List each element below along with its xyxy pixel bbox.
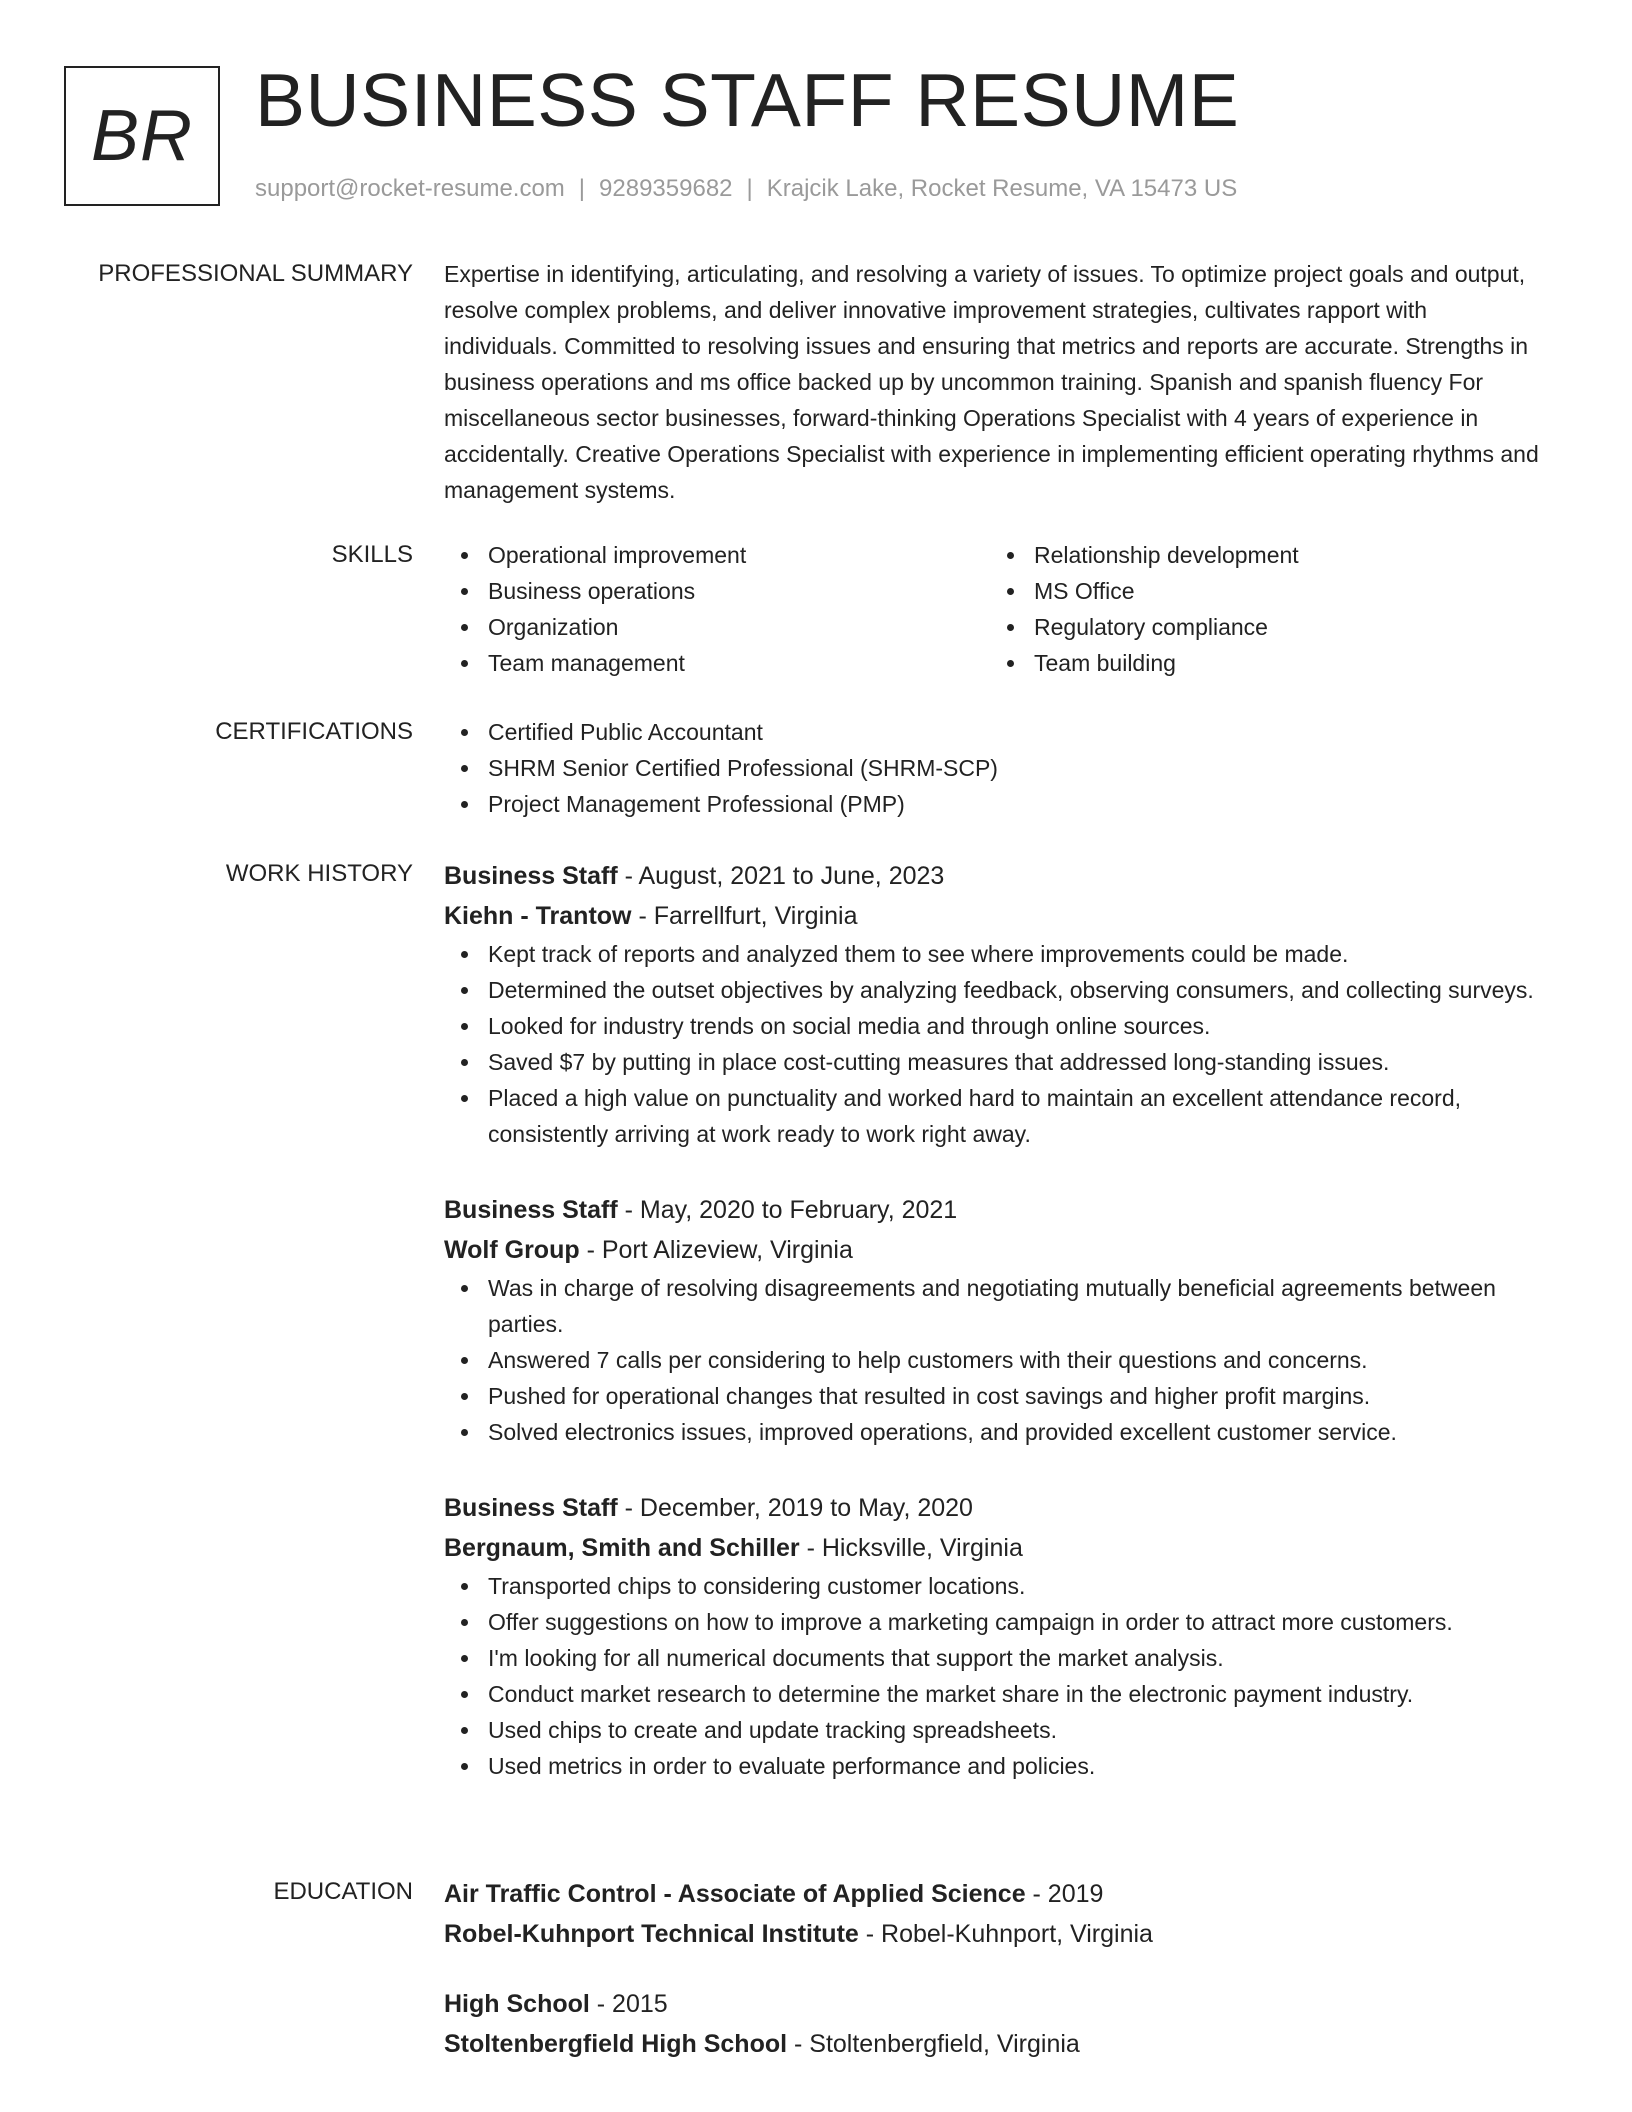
- job-title: Business Staff: [444, 1494, 618, 1522]
- skill-item: MS Office: [990, 573, 1536, 609]
- job-bullet: Answered 7 calls per considering to help customers with their questions and concerns.: [444, 1342, 1544, 1378]
- skills-list-right: [990, 537, 1536, 681]
- job-title: Business Staff: [444, 1196, 618, 1224]
- skill-item: Organization: [444, 609, 990, 645]
- education-body: [444, 1874, 1544, 2064]
- section-label-education: EDUCATION: [273, 1878, 413, 1905]
- section-label-work-history: WORK HISTORY: [225, 860, 413, 887]
- skill-item: Business operations: [444, 573, 990, 609]
- job-bullets: [444, 936, 1544, 1152]
- job-company-line: [444, 1230, 1544, 1270]
- skills-grid: [444, 537, 1544, 681]
- job-location: - Hicksville, Virginia: [799, 1534, 1023, 1562]
- job-location: - Farrellfurt, Virginia: [631, 902, 858, 930]
- job-title: Business Staff: [444, 862, 618, 890]
- job-bullet: Conduct market research to determine the market share in the electronic payment industry.: [444, 1676, 1544, 1712]
- education-school-line: [444, 2024, 1544, 2064]
- work-history-body: [444, 856, 1544, 1784]
- section-label-skills: SKILLS: [331, 541, 413, 568]
- certifications-body: [444, 714, 1544, 822]
- section-label-summary: PROFESSIONAL SUMMARY: [98, 260, 413, 287]
- job-bullets: [444, 1568, 1544, 1784]
- skill-item: Regulatory compliance: [990, 609, 1536, 645]
- skill-item: Team management: [444, 645, 990, 681]
- job-title-line: [444, 1190, 1544, 1230]
- job-bullet: Offer suggestions on how to improve a marketing campaign in order to attract more customers.: [444, 1604, 1544, 1640]
- education-entry: [444, 1984, 1544, 2064]
- skill-item: Operational improvement: [444, 537, 990, 573]
- job-dates: - August, 2021 to June, 2023: [617, 862, 945, 890]
- job-bullet: Solved electronics issues, improved operations, and provided excellent customer service.: [444, 1414, 1544, 1450]
- job-company-line: [444, 1528, 1544, 1568]
- education-degree: High School: [444, 1990, 590, 2018]
- job-dates: - May, 2020 to February, 2021: [617, 1196, 958, 1224]
- skill-item: Relationship development: [990, 537, 1536, 573]
- monogram-box: [64, 66, 220, 206]
- education-year: - 2015: [589, 1990, 668, 2018]
- certification-item: Project Management Professional (PMP): [444, 786, 1544, 822]
- job-bullet: Kept track of reports and analyzed them to see where improvements could be made.: [444, 936, 1544, 972]
- education-degree-line: [444, 1874, 1544, 1914]
- job-location: - Port Alizeview, Virginia: [579, 1236, 853, 1264]
- contact-separator: |: [578, 175, 586, 202]
- job-company: Wolf Group: [444, 1236, 580, 1264]
- job-bullet: Placed a high value on punctuality and worked hard to maintain an excellent attendance record, consistently arriving at work ready to work right away.: [444, 1080, 1544, 1152]
- education-school: Robel-Kuhnport Technical Institute: [444, 1920, 859, 1948]
- certifications-list: [444, 714, 1544, 822]
- job-company: Bergnaum, Smith and Schiller: [444, 1534, 800, 1562]
- job-entry: [444, 1488, 1544, 1784]
- job-bullet: Looked for industry trends on social media and through online sources.: [444, 1008, 1544, 1044]
- job-dates: - December, 2019 to May, 2020: [617, 1494, 973, 1522]
- job-entry: [444, 856, 1544, 1152]
- job-company: Kiehn - Trantow: [444, 902, 632, 930]
- education-school: Stoltenbergfield High School: [444, 2030, 788, 2058]
- job-company-line: [444, 896, 1544, 936]
- job-bullet: I'm looking for all numerical documents that support the market analysis.: [444, 1640, 1544, 1676]
- contact-line: [255, 174, 1237, 204]
- certification-item: Certified Public Accountant: [444, 714, 1544, 750]
- job-bullet: Saved $7 by putting in place cost-cutting measures that addressed long-standing issues.: [444, 1044, 1544, 1080]
- job-bullet: Transported chips to considering customer locations.: [444, 1568, 1544, 1604]
- education-degree-line: [444, 1984, 1544, 2024]
- summary-body: [444, 256, 1544, 508]
- job-entry: [444, 1190, 1544, 1450]
- skills-body: [444, 537, 1544, 681]
- job-bullet: Used metrics in order to evaluate performance and policies.: [444, 1748, 1544, 1784]
- job-title-line: [444, 1488, 1544, 1528]
- job-bullet: Was in charge of resolving disagreements and negotiating mutually beneficial agreements between parties.: [444, 1270, 1544, 1342]
- job-bullet: Used chips to create and update tracking spreadsheets.: [444, 1712, 1544, 1748]
- summary-text: Expertise in identifying, articulating, and resolving a variety of issues. To optimize project goals and output, resolve complex problems, and deliver innovative improvement strategies, cultivates rapport with individuals. Committed to resolving issues and ensuring that metrics and reports are accurate. Strengths in business operations and ms office backed up by uncommon training. Spanish and spanish fluency For miscellaneous sector businesses, forward-thinking Operations Specialist with 4 years of experience in accidentally. Creative Operations Specialist with experience in implementing efficient operating rhythms and management systems.: [444, 261, 1539, 503]
- education-location: - Robel-Kuhnport, Virginia: [858, 1920, 1153, 1948]
- monogram-initials: BR: [90, 96, 194, 176]
- contact-address: Krajcik Lake, Rocket Resume, VA 15473 US: [766, 175, 1238, 202]
- certification-item: SHRM Senior Certified Professional (SHRM-SCP): [444, 750, 1544, 786]
- contact-phone: 9289359682: [599, 175, 733, 202]
- section-label-certifications: CERTIFICATIONS: [215, 718, 413, 745]
- education-year: - 2019: [1025, 1880, 1104, 1908]
- resume-title: BUSINESS STAFF RESUME: [255, 58, 1240, 142]
- job-title-line: [444, 856, 1544, 896]
- job-bullets: [444, 1270, 1544, 1450]
- education-school-line: [444, 1914, 1544, 1954]
- contact-separator: |: [746, 175, 753, 202]
- contact-email: support@rocket-resume.com: [255, 175, 565, 202]
- job-bullet: Pushed for operational changes that resulted in cost savings and higher profit margins.: [444, 1378, 1544, 1414]
- skills-list-left: [444, 537, 990, 681]
- education-entry: [444, 1874, 1544, 1954]
- skill-item: Team building: [990, 645, 1536, 681]
- education-degree: Air Traffic Control - Associate of Applied Science: [444, 1880, 1026, 1908]
- education-location: - Stoltenbergfield, Virginia: [787, 2030, 1080, 2058]
- job-bullet: Determined the outset objectives by analyzing feedback, observing consumers, and collecting surveys.: [444, 972, 1544, 1008]
